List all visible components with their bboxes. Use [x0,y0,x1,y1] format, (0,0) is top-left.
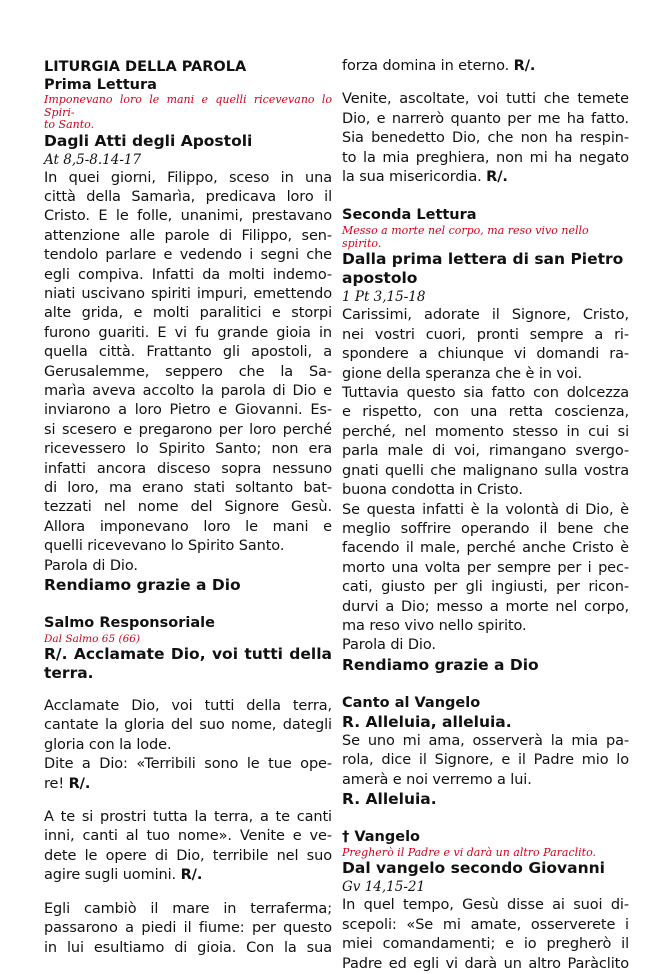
psalm-stanza-3 [44,900,332,958]
text-line: furono guariti. E vi fu grande gioia in [44,324,332,341]
text-line: ma reso vivo nello spirito. [342,617,527,634]
text-line: Se uno mi ama, osserverà la mia pa- [342,732,629,749]
psalm-stanza-2 [44,808,332,886]
gospel-book: Dal vangelo secondo Giovanni [342,859,605,878]
text-line: facendo il male, perché anche Cristo è [342,540,629,557]
book-line: Dalla prima lettera di san Pietro [342,250,624,269]
refrain-line: terra. [44,664,94,683]
text-line [44,866,332,885]
text-fragment: agire sugli uomini. [44,867,181,884]
text-line: cantate la gloria del suo nome, dategli [44,717,332,734]
text-line: Se questa infatti è la volontà di Dio, è [342,501,629,518]
text-line: quella città. Frattanto gli apostoli, a [44,344,332,361]
text-line: quelli ricevevano lo Spirito Santo. [44,538,285,555]
text-line [44,775,332,794]
text-line: Acclamate Dio, voi tutti della terra, [44,698,332,715]
text-line: si scesero e pregarono per loro perché [44,421,332,438]
text-line: spondere a chiunque vi domandi ra- [342,346,629,363]
text-line: Dio, e narrerò quanto per me ha fatto. [342,110,629,127]
text-line: gione della speranza che è in voi. [342,365,583,382]
text-line: marìa aveva accolto la parola di Dio e [44,382,332,399]
refrain-line: R/. Acclamate Dio, voi tutti della [44,645,332,664]
left-column [44,58,332,958]
first-reading-heading: Prima Lettura [44,77,157,93]
text-fragment: forza domina in eterno. [342,58,514,74]
text-fragment: re! [44,775,69,792]
liturgy-title: LITURGIA DELLA PAROLA [44,59,247,75]
text-line: città della Samarìa, predicava loro il [44,188,332,205]
second-reading-book [342,250,629,288]
text-line: Cristo. E le folle, unanimi, prestavano [44,208,332,225]
right-column [342,57,629,974]
text-line: morto una volta per sempre per i pec- [342,559,629,576]
subtitle-line: Imponevano loro le mani e quelli ricevevano lo Spiri- [44,93,332,119]
text-line: nei vostri cuori, pronti sempre a ri- [342,326,629,343]
text-line: niati uscivano spiriti impuri, emettendo [44,285,332,302]
first-reading-response: Rendiamo grazie a Dio [44,576,241,595]
text-line: ricevessero lo Spirito Santo; non era [44,441,332,458]
text-line: gnati quelli che malignano sulla vostra [342,462,629,479]
r-mark: R/. [180,867,203,884]
text-line: cati, giusto per gli ingiusti, per ricon- [342,579,629,596]
r-mark: R/. [513,58,536,74]
gospel-heading-label: Vangelo [354,828,420,845]
gospel-heading [342,828,629,847]
acclamation-refrain-end: R. Alleluia. [342,789,437,808]
first-reading-reference: At 8,5-8.14-17 [44,151,142,168]
text-line: alte grida, e molti paralitici e storpi [44,305,332,322]
text-line: infatti ancora disceso sopra nessuno [44,460,332,477]
psalm-refrain [44,645,332,683]
text-line [342,57,629,76]
first-reading-closing: Parola di Dio. [44,557,138,574]
text-line: miei comandamenti; e io pregherò il [342,936,629,953]
text-line: attenzione alle parole di Filippo, sen- [44,227,332,244]
cross-icon: † [342,828,350,845]
second-reading-heading: Seconda Lettura [342,207,477,224]
text-line: Tuttavia questo sia fatto con dolcezza [342,385,629,402]
text-line: scepoli: «Se mi amate, osserverete i [342,916,629,933]
psalm-source: Dal Salmo 65 (66) [44,633,141,646]
text-line: inni, canti al tuo nome». Venite e ve- [44,828,332,845]
first-reading-text [44,169,332,577]
text-line: In quel tempo, Gesù disse ai suoi di- [342,897,629,914]
acclamation-text [342,732,629,790]
psalm-heading: Salmo Responsoriale [44,615,215,632]
first-reading-book: Dagli Atti degli Apostoli [44,131,253,150]
text-line: A te si prostri tutta la terra, a te canti [44,809,332,826]
text-line: Dite a Dio: «Terribili sono le tue ope- [44,756,332,773]
text-line: tezzati nel nome del Signore Gesù. [44,499,332,516]
book-line: apostolo [342,269,418,288]
acclamation-refrain: R. Alleluia, alleluia. [342,712,512,731]
text-line: amerà e noi verremo a lui. [342,771,532,788]
psalm-continuation [342,57,629,76]
text-line: Allora imponevano loro le mani e [44,518,332,535]
second-reading-text [342,306,629,655]
text-line: tendolo parlare e vedendo i segni che [44,247,332,264]
text-line [342,168,629,187]
text-line: Padre ed egli vi darà un altro Paràclito [342,955,629,972]
r-mark: R/. [486,169,508,186]
second-reading-subtitle: Messo a morte nel corpo, ma reso vivo nello spirito. [342,224,589,250]
text-line: in lui esultiamo di gioia. Con la sua [44,939,332,956]
text-line: inviarono a loro Pietro e Giovanni. Es- [44,402,332,419]
second-reading-response: Rendiamo grazie a Dio [342,655,539,674]
second-reading-closing: Parola di Dio. [342,637,436,654]
text-line: parla male di voi, rimangano svergo- [342,443,629,460]
text-line: rola, dice il Signore, e il Padre mio lo [342,752,629,769]
text-line: e rispetto, con una retta coscienza, [342,404,629,421]
text-line: Venite, ascoltate, voi tutti che temete [342,91,629,108]
second-reading-reference: 1 Pt 3,15-18 [342,289,426,306]
text-line: Gerusalemme, seppero che la Sa- [44,363,332,380]
gospel-subtitle: Pregherò il Padre e vi darà un altro Paraclito. [342,845,596,859]
text-line: perché, nel momento stesso in cui si [342,423,629,440]
r-mark: R/. [68,775,91,792]
text-line: buona condotta in Cristo. [342,482,523,499]
psalm-stanza-1 [44,697,332,794]
text-line: Sia benedetto Dio, che non ha respin- [342,130,629,147]
text-line: dete le opere di Dio, terribile nel suo [44,847,332,864]
text-fragment: la sua misericordia. [342,169,487,186]
text-line: egli compiva. Infatti da molti indemo- [44,266,332,283]
first-reading-subtitle [44,94,332,132]
text-line: Egli cambiò il mare in terraferma; [44,900,332,917]
gospel-text [342,896,629,974]
text-line: durvi a Dio; messo a morte nel corpo, [342,598,629,615]
subtitle-line: to Santo. [44,118,95,131]
text-line: di loro, ma erano stati soltanto bat- [44,480,332,496]
gospel-reference: Gv 14,15-21 [342,879,426,896]
text-line: to la mia preghiera, non mi ha negato [342,149,629,166]
text-line: Carissimi, adorate il Signore, Cristo, [342,307,629,324]
text-line: In quei giorni, Filippo, sceso in una [44,169,332,186]
psalm-stanza-4 [342,90,629,187]
gospel-acclamation-heading: Canto al Vangelo [342,694,481,711]
text-line: meglio soffrire operando il bene che [342,520,629,537]
text-line: gloria con la lode. [44,736,172,753]
text-line: passarono a piedi il fiume: per questo [44,920,332,937]
